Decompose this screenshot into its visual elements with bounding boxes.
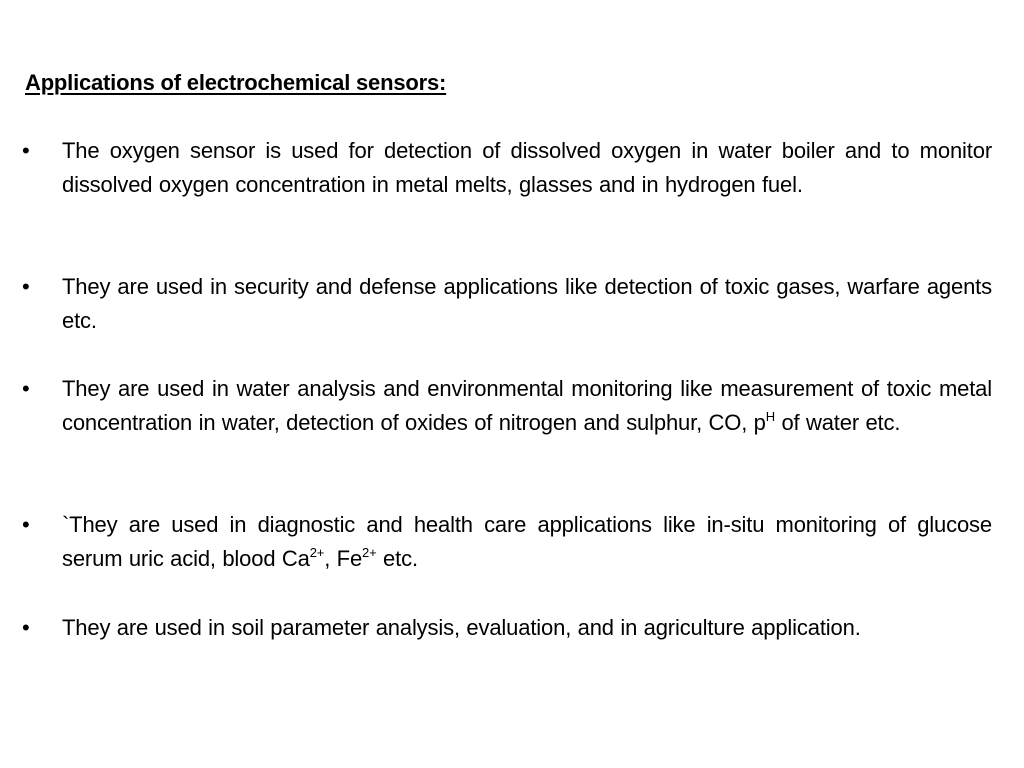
bullet-text-part: , Fe	[324, 546, 363, 571]
superscript: 2+	[362, 545, 377, 560]
bullet-icon: •	[22, 512, 30, 537]
bullet-text-part: They are used in water analysis and environmental monitoring like measurement of toxic metal concentration in water, detection of oxides of nitrogen and sulphur, CO, p	[62, 376, 992, 435]
bullet-icon: •	[22, 376, 30, 401]
bullet-text-part: of water etc.	[774, 410, 901, 435]
bullet-text: They are used in security and defense applications like detection of toxic gases, warfare agents etc.	[62, 274, 992, 333]
bullet-text-part: `They are used in diagnostic and health care applications like in-situ monitoring of glucose serum uric acid, blood Ca	[62, 512, 992, 571]
bullet-text: They are used in soil parameter analysis, evaluation, and in agriculture application.	[62, 615, 861, 640]
bullet-text-part: etc.	[376, 546, 418, 571]
bullet-icon: •	[22, 138, 30, 163]
bullet-text	[62, 508, 992, 576]
bullet-icon: •	[22, 274, 30, 299]
superscript: H	[765, 409, 775, 424]
superscript: 2+	[309, 545, 325, 560]
bullet-text: The oxygen sensor is used for detection of dissolved oxygen in water boiler and to monitor dissolved oxygen concentration in metal melts, glasses and in hydrogen fuel.	[62, 138, 992, 197]
slide-title: Applications of electrochemical sensors:	[25, 70, 447, 95]
bullet-text	[62, 372, 992, 440]
bullet-icon: •	[22, 615, 30, 640]
